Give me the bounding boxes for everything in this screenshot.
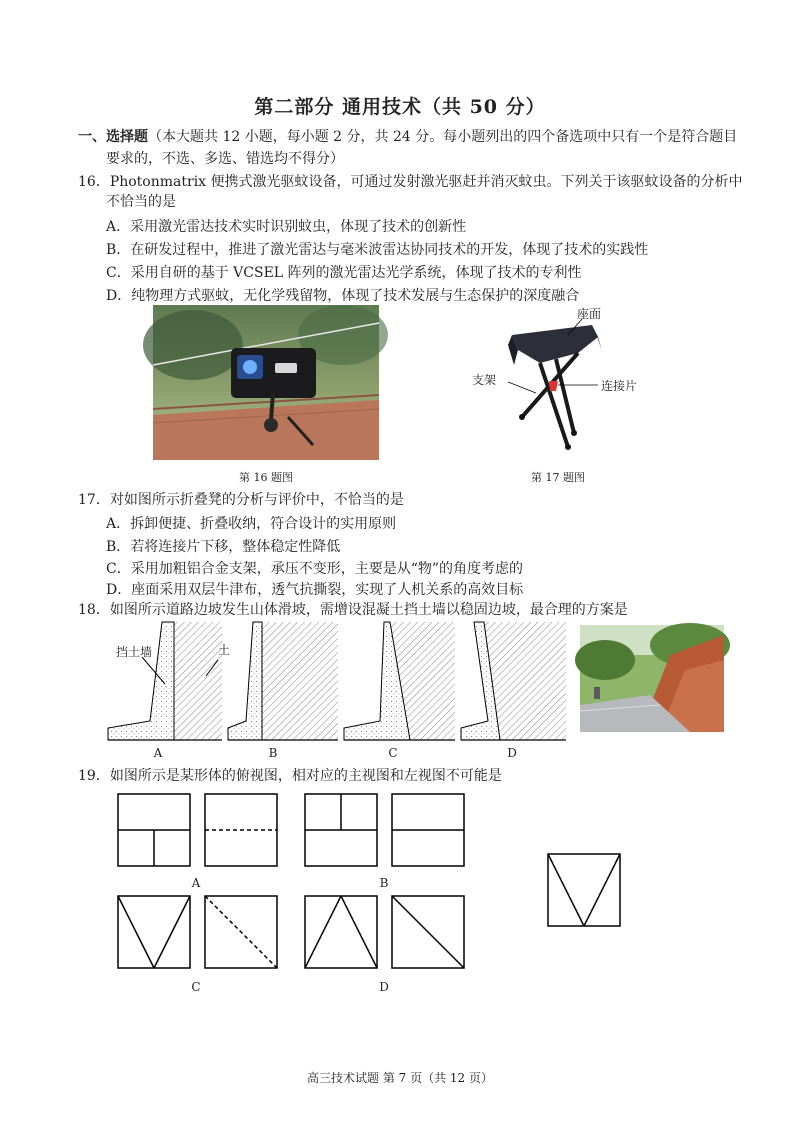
q18-stem: 18．如图所示道路边坡发生山体滑坡，需增设混凝土挡土墙以稳固边坡，最合理的方案是	[78, 602, 628, 618]
q19-c-front-view	[118, 896, 190, 968]
q18-label-wall: 挡土墙	[116, 645, 153, 659]
q19-letter-a: A	[191, 876, 201, 890]
q17-stem: 17．对如图所示折叠凳的分析与评价中，不恰当的是	[78, 492, 404, 508]
q19-a-front-view	[118, 794, 190, 866]
q17-label-connector: 连接片	[601, 379, 638, 393]
q19-letter-d: D	[379, 980, 389, 994]
q16-option-c: C．采用自研的基于 VCSEL 阵列的激光雷达光学系统，体现了技术的专利性	[106, 265, 582, 281]
page-footer: 高三技术试题 第 7 页（共 12 页）	[307, 1071, 493, 1085]
q16-caption: 第 16 题图	[239, 471, 293, 484]
q19-c-side-view	[205, 896, 277, 968]
q18-diagram-d	[461, 622, 566, 740]
q17-caption: 第 17 题图	[531, 471, 585, 484]
q18-letter-b: B	[268, 746, 278, 760]
q18-label-soil: 土	[218, 643, 231, 657]
q19-top-view	[548, 854, 620, 926]
q17-option-d: D．座面采用双层牛津布，透气抗撕裂，实现了人机关系的高效目标	[106, 582, 524, 598]
q17-option-a: A．拆卸便捷、折叠收纳，符合设计的实用原则	[106, 516, 397, 532]
q18-letter-c: C	[388, 746, 398, 760]
q19-d-front-view	[305, 896, 377, 968]
q19-stem: 19．如图所示是某形体的俯视图，相对应的主视图和左视图不可能是	[78, 768, 502, 784]
q17-label-seat: 座面	[577, 307, 602, 321]
q16-option-b: B．在研发过程中，推进了激光雷达与毫米波雷达协同技术的开发，体现了技术的实践性	[106, 242, 649, 258]
q18-letter-d: D	[507, 746, 517, 760]
q19-d-side-view	[392, 896, 464, 968]
q19-letter-b: B	[379, 876, 389, 890]
q16-option-a: A．采用激光雷达技术实时识别蚊虫，体现了技术的创新性	[106, 219, 467, 235]
q18-diagram-c	[344, 622, 455, 740]
q18-letter-a: A	[153, 746, 163, 760]
q19-letter-c: C	[191, 980, 201, 994]
q16-stem-cont: 不恰当的是	[106, 194, 176, 210]
q18-landslide-photo	[580, 625, 724, 732]
section-instruction: （本大题共 12 小题，每小题 2 分，共 24 分。每小题列出的四个备选项中只有一个是符合题目	[148, 129, 738, 145]
page-title: 第二部分 通用技术（共 50 分）	[254, 96, 546, 118]
q17-option-c: C．采用加粗铝合金支架，承压不变形，主要是从“物”的角度考虑的	[106, 561, 524, 577]
q19-b-side-view	[392, 794, 464, 866]
q16-option-d: D．纯物理方式驱蚊，无化学残留物，体现了技术发展与生态保护的深度融合	[106, 288, 580, 304]
q18-diagram-b	[228, 622, 338, 740]
section-instruction-cont: 要求的，不选、多选、错选均不得分）	[106, 151, 344, 167]
q19-b-front-view	[305, 794, 377, 866]
section-heading: 一、选择题	[78, 129, 148, 145]
q17-option-b: B．若将连接片下移，整体稳定性降低	[106, 539, 341, 555]
q17-label-frame: 支架	[472, 373, 497, 387]
q19-a-side-view	[205, 794, 277, 866]
q18-diagram-a	[108, 622, 222, 740]
q16-stem: 16．Photonmatrix 便携式激光驱蚊设备，可通过发射激光驱赶并消灭蚊虫。下列关于该驱蚊设备的分析中	[78, 174, 743, 190]
